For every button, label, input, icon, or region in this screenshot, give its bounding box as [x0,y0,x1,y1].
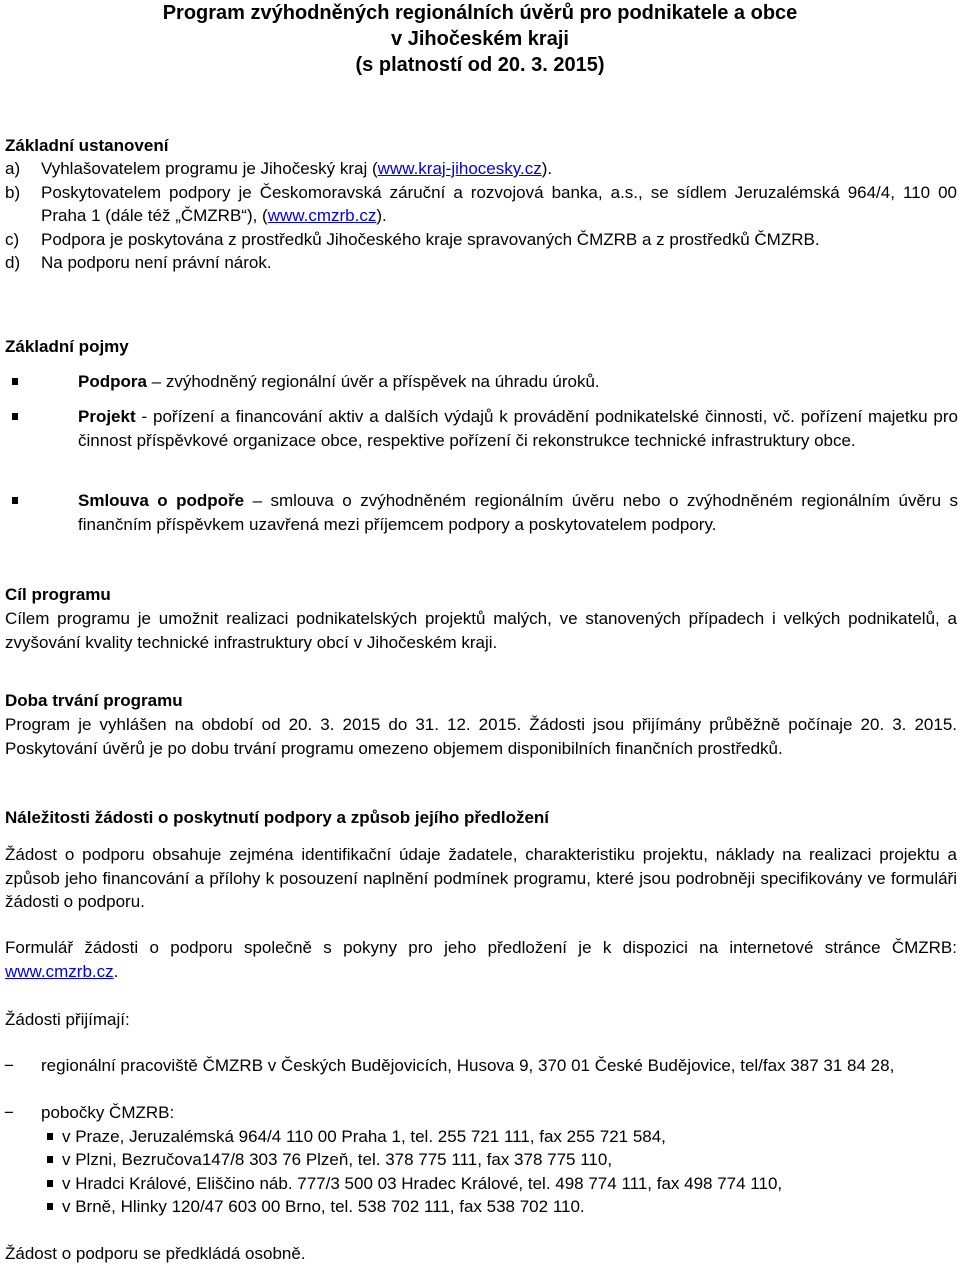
doba-text: Program je vyhlášen na období od 20. 3. 2015 do 31. 12. 2015. Žádosti jsou přijímány průběžně počínaje 20. 3. 2015. Poskytování úvěrů je po dobu trvání programu omezeno objemem disponibilních finančních prostředků. [5,715,957,758]
pojem-text: - pořízení a financování aktiv a dalších výdajů k provádění podnikatelské činnosti, vč. pořízení majetku pro činnost příspěvkové organizace obce, respektive pořízení či rekonstrukce technické infrastruktury obce. [78,407,958,450]
cmzrb-link-2[interactable]: www.cmzrb.cz [5,961,114,981]
square-bullet-icon [12,378,18,385]
item-b-end: ). [376,206,387,225]
pojem-term: Projekt [78,407,136,426]
dash-icon: − [4,1103,14,1122]
zadosti-prijimaji: Žádosti přijímají: [5,1010,130,1029]
nalezitosti-text-1: Žádost o podporu obsahuje zejména identifikační údaje žadatele, charakteristiku projektu, náklady na realizaci projektu a způsob jeho financování a přílohy k posouzení naplnění podmínek programu, které jsou podrobněji specifikovány ve formuláři žádosti o podporu. [5,845,957,911]
heading-zakladni-ustanoveni: Základní ustanovení [5,136,169,155]
square-bullet-icon [47,1180,53,1187]
square-bullet-icon [47,1156,53,1163]
item-d-text: Na podporu není právní nárok. [41,253,272,272]
pojem-text: – smlouva o zvýhodněném regionálním úvěru nebo o zvýhodněném regionálním úvěru s finančním příspěvkem uzavřená mezi příjemcem podpory a poskytovatelem podpory. [78,491,958,534]
dash-item-pobocky [4,1101,958,1125]
branch-brno [62,1195,942,1219]
formular-text: Formulář žádosti o podporu společně s pokyny pro jeho předložení je k dispozici na internetové stránce ČMZRB: [5,938,957,957]
title-line-1: Program zvýhodněných regionálních úvěrů pro podnikatele a obce [162,2,798,24]
dash-item-text: pobočky ČMZRB: [41,1103,175,1122]
ustanoveni-list [5,157,957,275]
nalezitosti-text-2 [5,936,957,983]
heading-zakladni-pojmy: Základní pojmy [5,337,129,356]
title-line-3: (s platností od 20. 3. 2015) [355,54,605,76]
square-bullet-icon [47,1133,53,1140]
branch-hradec [62,1172,942,1196]
square-bullet-icon [12,497,18,504]
branch-text: v Plzni, Bezručova147/8 303 76 Plzeň, tel. 378 775 111, fax 378 775 110, [62,1150,613,1169]
item-label: b) [5,182,21,202]
item-label: d) [5,253,21,272]
pojem-smlouva [78,489,958,536]
item-c-text: Podpora je poskytována z prostředků Jihočeského kraje spravovaných ČMZRB a z prostředků ČMZRB. [41,229,820,249]
ustanoveni-item-d [5,251,957,275]
ustanoveni-item-a [5,157,957,181]
item-a-text: Vyhlašovatelem programu je Jihočeský kraj ( [41,159,378,178]
pojem-podpora [78,370,958,394]
branch-text: v Brně, Hlinky 120/47 603 00 Brno, tel. 538 702 111, fax 538 702 110. [62,1197,585,1216]
heading-cil-programu: Cíl programu [5,585,111,604]
osobne-text: Žádost o podporu se předkládá osobně. [5,1244,306,1263]
dash-item-regionalni [4,1054,958,1078]
branch-plzen [62,1148,942,1172]
branch-text: v Praze, Jeruzalémská 964/4 110 00 Praha 1, tel. 255 721 111, fax 255 721 584, [62,1127,666,1146]
heading-doba-trvani: Doba trvání programu [5,691,183,710]
heading-nalezitosti: Náležitosti žádosti o poskytnutí podpory a způsob jejího předložení [5,808,550,827]
cil-text: Cílem programu je umožnit realizaci podnikatelských projektů malých, ve stanovených případech i velkých podnikatelů, a zvyšování kvality technické infrastruktury obcí v Jihočeském kraji. [5,609,957,652]
ustanoveni-item-c [5,228,957,252]
pojem-term: Podpora [78,372,147,391]
document-title [0,0,960,78]
dash-icon: − [4,1056,14,1075]
item-label: a) [5,159,21,178]
cmzrb-link[interactable]: www.cmzrb.cz [267,206,377,225]
pojem-term: Smlouva o podpoře [78,491,245,510]
branch-praha [62,1125,942,1149]
pojem-projekt [78,405,958,452]
dash-item-text: regionální pracoviště ČMZRB v Českých Budějovicích, Husova 9, 370 01 České Budějovice, tel/fax 387 31 84 28, [41,1056,895,1075]
item-label: c) [5,229,20,249]
item-b-text: Poskytovatelem podpory je Českomoravská záruční a rozvojová banka, a.s., se sídlem Jeruzalémská 964/4, 110 00 Praha 1 (dále též „ČMZRB“), ( [41,182,957,225]
ustanoveni-item-b [5,181,957,228]
item-a-end: ). [541,159,553,178]
pojem-text: – zvýhodněný regionální úvěr a příspěvek na úhradu úroků. [146,372,600,391]
square-bullet-icon [47,1203,53,1210]
square-bullet-icon [12,413,18,420]
branch-text: v Hradci Králové, Eliščino náb. 777/3 500 03 Hradec Králové, tel. 498 774 111, fax 498 774 110, [62,1174,783,1193]
formular-end: . [113,961,119,981]
kraj-link[interactable]: www.kraj-jihocesky.cz [377,159,542,178]
title-line-2: v Jihočeském kraji [391,28,569,50]
